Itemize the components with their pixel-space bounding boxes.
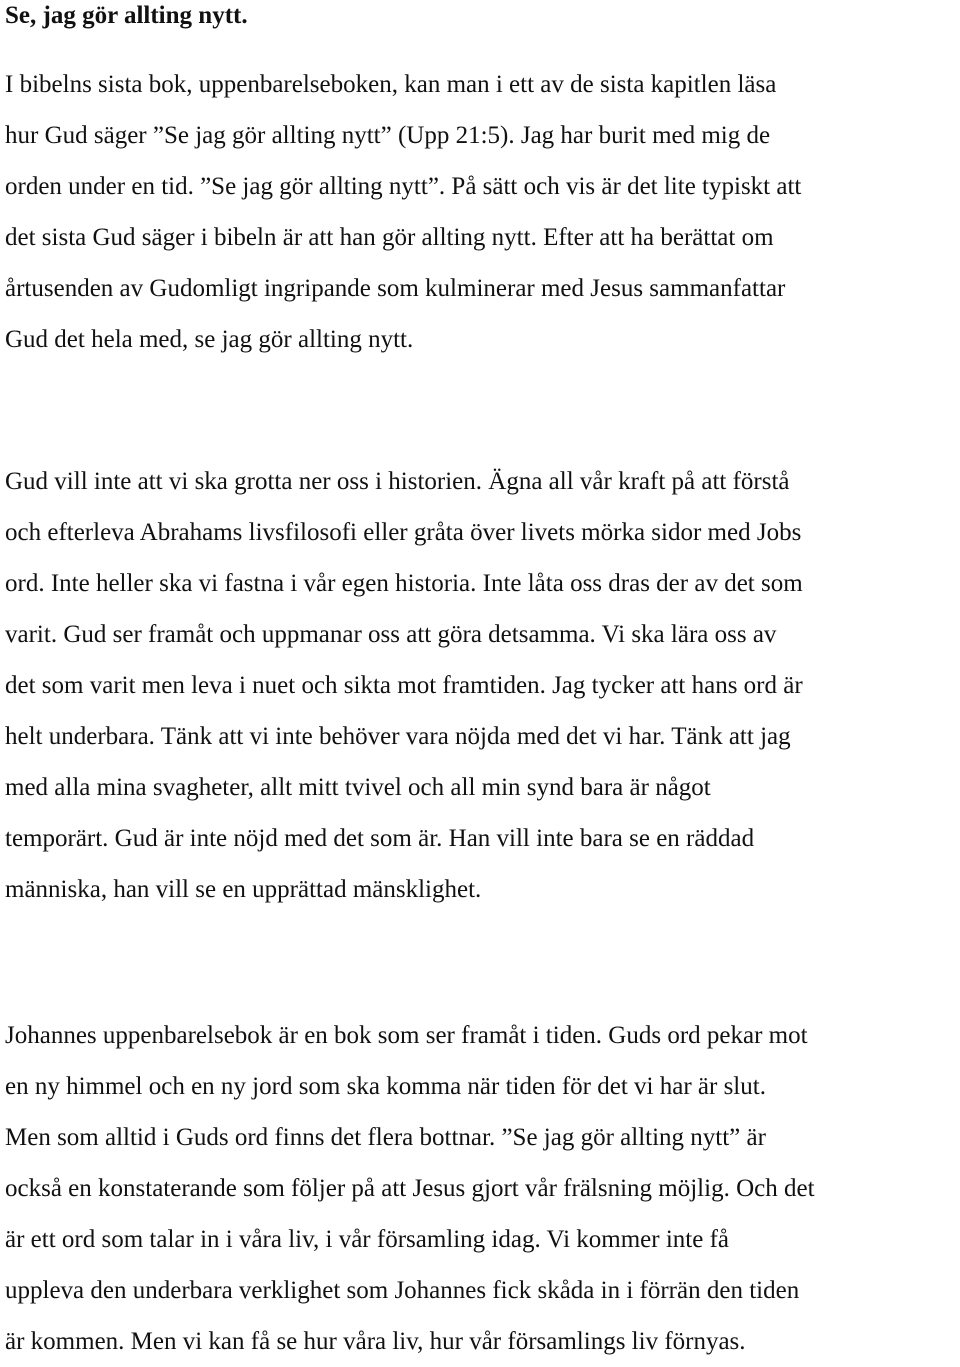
paragraph-line: det som varit men leva i nuet och sikta mot framtiden. Jag tycker att hans ord är bbox=[5, 672, 803, 699]
paragraph-line: uppleva den underbara verklighet som Johannes fick skåda in i förrän den tiden bbox=[5, 1277, 800, 1304]
paragraph-line: också en konstaterande som följer på att Jesus gjort vår frälsning möjlig. Och det bbox=[5, 1175, 815, 1202]
paragraph-line: är ett ord som talar in i våra liv, i vår församling idag. Vi kommer inte få bbox=[5, 1226, 729, 1253]
paragraph-line: med alla mina svagheter, allt mitt tvivel och all min synd bara är något bbox=[5, 774, 711, 801]
paragraph-line: Men som alltid i Guds ord finns det flera bottnar. ”Se jag gör allting nytt” är bbox=[5, 1124, 766, 1151]
paragraph-line: årtusenden av Gudomligt ingripande som kulminerar med Jesus sammanfattar bbox=[5, 275, 786, 302]
paragraph-1 bbox=[5, 59, 801, 365]
paragraph-line: och efterleva Abrahams livsfilosofi eller gråta över livets mörka sidor med Jobs bbox=[5, 519, 802, 546]
paragraph-line: helt underbara. Tänk att vi inte behöver vara nöjda med det vi har. Tänk att jag bbox=[5, 723, 791, 750]
paragraph-line: en ny himmel och en ny jord som ska komma när tiden för det vi har är slut. bbox=[5, 1073, 766, 1100]
paragraph-line: är kommen. Men vi kan få se hur våra liv, hur vår församlings liv förnyas. bbox=[5, 1328, 746, 1355]
paragraph-line: I bibelns sista bok, uppenbarelseboken, kan man i ett av de sista kapitlen läsa bbox=[5, 71, 777, 98]
paragraph-line: orden under en tid. ”Se jag gör allting nytt”. På sätt och vis är det lite typiskt att bbox=[5, 173, 802, 200]
document-title: Se, jag gör allting nytt. bbox=[5, 2, 248, 29]
paragraph-line: varit. Gud ser framåt och uppmanar oss att göra detsamma. Vi ska lära oss av bbox=[5, 621, 777, 648]
paragraph-line: temporärt. Gud är inte nöjd med det som är. Han vill inte bara se en räddad bbox=[5, 825, 755, 852]
paragraph-line: ord. Inte heller ska vi fastna i vår egen historia. Inte låta oss dras der av det som bbox=[5, 570, 803, 597]
paragraph-line: Johannes uppenbarelsebok är en bok som ser framåt i tiden. Guds ord pekar mot bbox=[5, 1022, 808, 1049]
paragraph-line: Gud det hela med, se jag gör allting nytt. bbox=[5, 326, 414, 353]
paragraph-2 bbox=[5, 456, 803, 915]
paragraph-line: människa, han vill se en upprättad mänsklighet. bbox=[5, 876, 482, 903]
paragraph-line: Gud vill inte att vi ska grotta ner oss i historien. Ägna all vår kraft på att förstå bbox=[5, 468, 790, 495]
paragraph-3 bbox=[5, 1010, 815, 1367]
paragraph-line: hur Gud säger ”Se jag gör allting nytt” (Upp 21:5). Jag har burit med mig de bbox=[5, 122, 771, 149]
paragraph-line: det sista Gud säger i bibeln är att han gör allting nytt. Efter att ha berättat om bbox=[5, 224, 774, 251]
